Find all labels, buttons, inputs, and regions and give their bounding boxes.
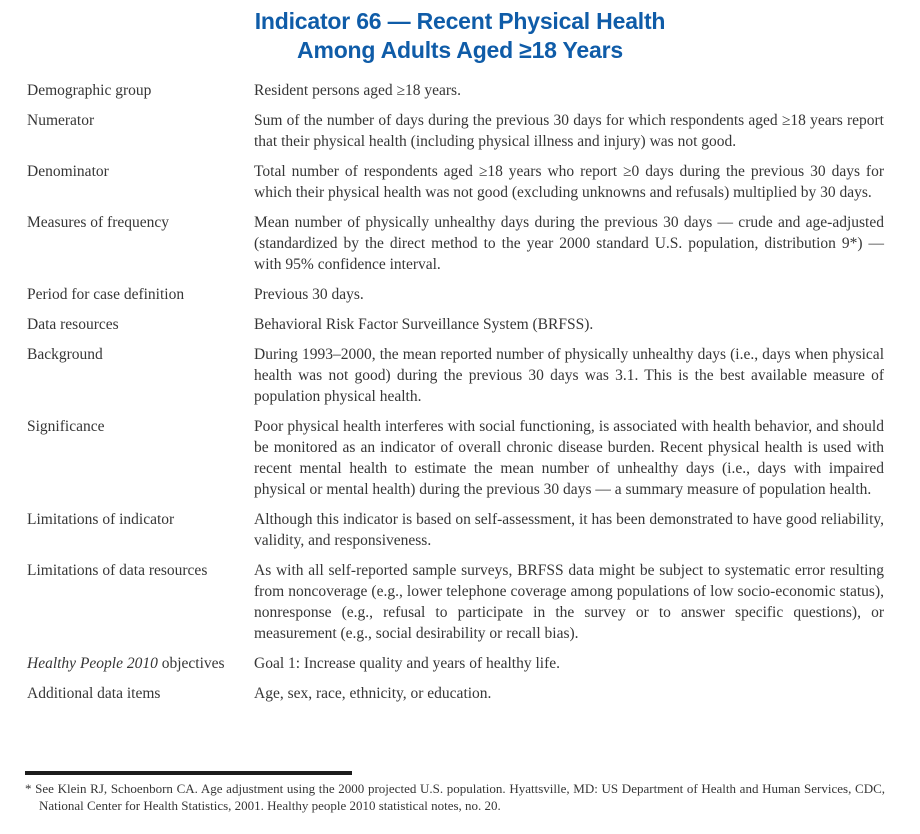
row-demographic-group bbox=[27, 80, 884, 101]
row-limitations-of-data-resources bbox=[27, 560, 884, 644]
field-value: Sum of the number of days during the previous 30 days for which respondents aged ≥18 years report that their physical health (including physical illness and injury) was not good. bbox=[254, 112, 884, 150]
row-healthy-people-2010-objectives bbox=[27, 653, 884, 674]
field-label: Background bbox=[27, 346, 103, 363]
row-limitations-of-indicator bbox=[27, 509, 884, 551]
field-label-rest: objectives bbox=[157, 655, 225, 672]
field-label: Denominator bbox=[27, 163, 109, 180]
field-label-italic-part: Healthy People 2010 bbox=[27, 655, 158, 672]
field-label: Demographic group bbox=[27, 82, 152, 99]
page-title bbox=[30, 7, 890, 65]
field-value: Age, sex, race, ethnicity, or education. bbox=[254, 685, 492, 702]
field-value: Total number of respondents aged ≥18 years who report ≥0 days during the previous 30 days for which their physical health was not good (excluding unknowns and refusals) multiplied by 30 days. bbox=[254, 163, 884, 201]
field-label: Measures of frequency bbox=[27, 214, 170, 231]
field-value: Mean number of physically unhealthy days during the previous 30 days — crude and age-adjusted (standardized by the direct method to the year 2000 standard U.S. population, distribution 9*) — with 95% confidence interval. bbox=[254, 214, 884, 273]
footnote-divider-rule bbox=[25, 771, 352, 775]
field-value: Poor physical health interferes with social functioning, is associated with health behavior, and should be monitored as an indicator of overall chronic disease burden. Recent physical health is used with recent mental health to estimate the mean number of unhealthy days (i.e., days with impaired physical or mental health) during the previous 30 days — a summary measure of population health. bbox=[254, 418, 884, 498]
footnote-text: See Klein RJ, Schoenborn CA. Age adjustment using the 2000 projected U.S. population. Hyattsville, MD: US Department of Health and Human Services, CDC, National Center for Health Statistics, 2001. Healthy people 2010 statistical notes, no. 20. bbox=[35, 781, 885, 813]
row-data-resources bbox=[27, 314, 884, 335]
footnote-section bbox=[25, 771, 885, 814]
field-label: Numerator bbox=[27, 112, 95, 129]
row-additional-data-items bbox=[27, 683, 884, 704]
field-label: Limitations of data resources bbox=[27, 562, 208, 579]
row-significance bbox=[27, 416, 884, 500]
field-value: Although this indicator is based on self-assessment, it has been demonstrated to have good reliability, validity, and responsiveness. bbox=[254, 511, 884, 549]
row-numerator bbox=[27, 110, 884, 152]
field-label: Data resources bbox=[27, 316, 119, 333]
row-measures-of-frequency bbox=[27, 212, 884, 275]
field-value: Resident persons aged ≥18 years. bbox=[254, 82, 461, 99]
row-background bbox=[27, 344, 884, 407]
field-value: Previous 30 days. bbox=[254, 286, 364, 303]
page-title-line-2: Among Adults Aged ≥18 Years bbox=[297, 37, 623, 63]
field-value: Behavioral Risk Factor Surveillance System (BRFSS). bbox=[254, 316, 594, 333]
row-denominator bbox=[27, 161, 884, 203]
footnote bbox=[25, 780, 885, 814]
field-label: Limitations of indicator bbox=[27, 511, 175, 528]
field-value: Goal 1: Increase quality and years of healthy life. bbox=[254, 655, 561, 672]
field-label bbox=[27, 653, 254, 674]
field-label: Significance bbox=[27, 418, 105, 435]
field-value: During 1993–2000, the mean reported number of physically unhealthy days (i.e., days when physical health was not good) during the previous 30 days was 3.1. This is the best available measure of population physical health. bbox=[254, 346, 884, 405]
field-label: Additional data items bbox=[27, 685, 161, 702]
page-title-line-1: Indicator 66 — Recent Physical Health bbox=[254, 8, 666, 34]
row-period-for-case-definition bbox=[27, 284, 884, 305]
footnote-marker: * bbox=[25, 781, 32, 796]
definition-list bbox=[27, 80, 884, 704]
field-label: Period for case definition bbox=[27, 286, 185, 303]
field-value: As with all self-reported sample surveys, BRFSS data might be subject to systematic error resulting from noncoverage (e.g., lower telephone coverage among populations of low socio-economic status), nonresponse (e.g., refusal to participate in the survey or to answer specific questions), or measurement (e.g., social desirability or recall bias). bbox=[254, 562, 884, 642]
